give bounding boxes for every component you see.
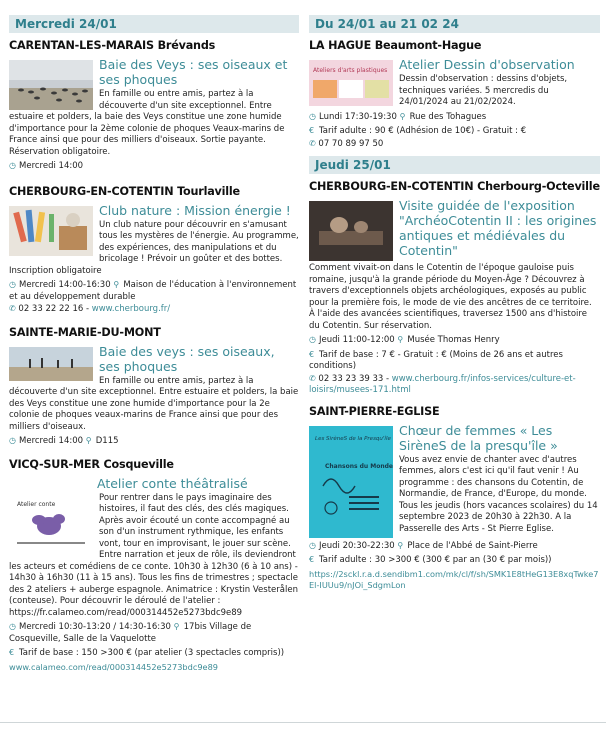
event-time: ◷ Mercredi 14:00-16:30 ⚲ Maison de l'éducation à l'environnement et au développement durable [9, 280, 297, 302]
right-column [309, 15, 600, 591]
subtown-name: Brévands [157, 39, 216, 52]
event-title[interactable]: Visite guidée de l'exposition "ArchéoCotentin II : les origines antiques et médiévales du Cotentin" [399, 198, 597, 258]
town-name: SAINT-PIERRE-EGLISE [309, 404, 440, 418]
clock-icon: ◷ [309, 540, 316, 550]
event-card [9, 203, 299, 316]
event-title[interactable]: Chœur de femmes « Les SirèneS de la presqu'île » [399, 422, 558, 453]
clock-icon: ◷ [309, 335, 316, 344]
event-link[interactable]: https://2sckl.r.a.d.sendibm1.com/mk/cl/f/sh/SMK1E8tHeG13E8xqTwke7El-IUUu9/nJOi_SdgmLon [309, 568, 599, 590]
town-name: CHERBOURG-EN-COTENTIN [309, 180, 474, 193]
event-title[interactable]: Club nature : Mission énergie ! [99, 202, 291, 218]
town-heading [309, 405, 600, 418]
svg-text:Atelier conte: Atelier conte [17, 500, 56, 508]
town-heading [9, 458, 299, 471]
event-card [309, 423, 600, 591]
date-header: Jeudi 25/01 [309, 156, 600, 174]
event-price: € Tarif de base : 150 >300 € (par atelier (3 spectacles compris)) [9, 648, 285, 658]
phone-icon: ✆ [309, 138, 316, 148]
event-contact [309, 138, 600, 151]
event-price: € Tarif adulte : 90 € (Adhésion de 10€) - Gratuit : € [309, 126, 527, 136]
phone-icon: ✆ [9, 304, 16, 313]
event-description: Comment vivait-on dans le Cotentin de l'époque gauloise puis romaine, jusqu'à la grande période du Moyen-Âge ? Découvrez à travers d'exceptionnels objets archéologiques, exposés au public pour la première fois, le mode de vie des ancêtres de ce territoire. À l'aide des avancées scientifiques, traversez 1500 ans d'histoire du Cotentin. Sur réservation. [309, 263, 592, 331]
subtown-name: Tourlaville [177, 184, 240, 198]
date-header: Mercredi 24/01 [9, 15, 299, 33]
event-thumbnail [9, 494, 93, 554]
town-heading [309, 39, 600, 52]
clock-icon: ◷ [9, 622, 16, 631]
clock-icon: ◷ [309, 111, 316, 121]
subtown-name: Cherbourg-Octeville [477, 180, 600, 193]
town-name: CHERBOURG-EN-COTENTIN [9, 184, 174, 198]
event-card [9, 57, 299, 173]
town-heading [9, 185, 299, 198]
event-card [309, 57, 600, 150]
event-thumbnail [9, 206, 93, 256]
event-price: € Tarif de base : 7 € - Gratuit : € (Moins de 26 ans et autres conditions) [309, 349, 563, 371]
town-name: CARENTAN-LES-MARAIS [9, 39, 154, 52]
event-title[interactable]: Atelier conte théâtralisé [97, 475, 248, 491]
euro-icon: € [309, 555, 315, 564]
event-thumbnail [9, 60, 93, 110]
svg-text:Les SirèneS de la Presqu'île: Les SirèneS de la Presqu'île [315, 435, 391, 442]
event-phone[interactable]: 07 70 89 97 50 [318, 138, 384, 149]
event-description: En famille ou entre amis, partez à la découverte d'un site exceptionnel. Entre estuaire et polders, la baie des Veys constitue une zone humide d'importance pour la 2e colonie de phoques veaux-marins de France ainsi que pour des milliers d'oiseaux. [9, 375, 299, 432]
town-name: LA HAGUE [309, 39, 372, 52]
location-pin-icon: ⚲ [397, 335, 404, 344]
euro-icon: € [9, 648, 15, 657]
event-time: ◷ Mercredi 14:00 ⚲ D115 [9, 436, 119, 446]
location-pin-icon: ⚲ [397, 540, 404, 550]
euro-icon: € [309, 126, 315, 135]
svg-text:Chansons du Monde: Chansons du Monde [325, 462, 393, 470]
clock-icon: ◷ [9, 436, 16, 445]
event-phone[interactable]: 02 33 22 22 16 [18, 304, 84, 314]
date-header: Du 24/01 au 21 02 24 [309, 15, 600, 33]
page-divider [0, 722, 606, 723]
subtown-name: Cosqueville [103, 457, 174, 471]
euro-icon: € [309, 349, 315, 359]
event-time: ◷ Jeudi 20:30-22:30 ⚲ Place de l'Abbé de Saint-Pierre [309, 540, 538, 551]
event-card [309, 198, 600, 397]
phone-icon: ✆ [309, 373, 316, 383]
event-card [9, 344, 299, 448]
town-heading [9, 39, 299, 52]
event-description: Pour rentrer dans le pays imaginaire des histoires, il faut des clés, des clés magiques. Après avoir écouté un conte accompagné au son d'un instrument rythmique, les enfants vont, tour en improvisant, le jouer sur scène. Entre narration et jeux de rôle, ils deviendront les acteurs et comédiens de ce conte. 10h30 à 12h30 (6 à 10 ans) - 14h30 à 16h30 (11 à 15 ans). Tous les fins de trimestres ; spectacle des 2 ateliers + auberge espagnole. Animatrice : Krystin Vesterålen (conteuse). Pour découvrir le déroulé de l'atelier : https://fr.calameo.com/read/000314452e5273bdc9e89 [9, 492, 298, 618]
event-thumbnail [309, 426, 393, 538]
event-contact: ✆ 02 33 23 39 33 - www.cherbourg.fr/infos-services/culture-et-loisirs/musees-171.html [309, 373, 576, 395]
location-pin-icon: ⚲ [173, 622, 180, 631]
event-price: € Tarif adulte : 30 >300 € (300 € par an (30 € par mois)) [309, 555, 552, 565]
town-name: SAINTE-MARIE-DU-MONT [9, 325, 161, 339]
event-contact: ✆ 02 33 22 22 16 - www.cherbourg.fr/ [9, 304, 171, 314]
event-thumbnail [309, 201, 393, 261]
event-link[interactable]: www.calameo.com/read/000314452e5273bdc9e89 [9, 661, 218, 672]
event-link[interactable]: www.cherbourg.fr/infos-services/culture-et-loisirs/musees-171.html [309, 373, 576, 395]
left-column [9, 15, 299, 673]
town-name: VICQ-SUR-MER [9, 457, 100, 471]
town-heading [309, 180, 600, 193]
event-title[interactable]: Baie des veys : ses oiseaux, ses phoques [99, 343, 275, 374]
event-time: ◷ Lundi 17:30-19:30 ⚲ Rue des Tohagues [309, 111, 487, 122]
event-description: Un club nature pour découvrir en s'amusant tous les mystères de l'énergie. Au programme, des expériences, des manipulations et du bricolage ! Prévoir un goûter et des bottes. Inscription obligatoire [9, 219, 299, 276]
svg-text:Ateliers d'arts plastiques: Ateliers d'arts plastiques [313, 67, 388, 74]
town-heading [9, 326, 299, 339]
event-phone[interactable]: 02 33 23 39 33 [318, 373, 384, 384]
event-time: ◷ Jeudi 11:00-12:00 ⚲ Musée Thomas Henry [309, 335, 500, 345]
clock-icon: ◷ [9, 280, 16, 289]
event-title[interactable]: Baie des Veys : ses oiseaux et ses phoques [99, 57, 288, 87]
event-description: En famille ou entre amis, partez à la découverte d'un site exceptionnel. Entre estuaire et polders, la baie des Veys constitue une zone humide d'importance pour la 2ème colonie de phoques Veaux-marins de France ainsi que pour des milliers d'oiseaux. Sortie payante. Réservation obligatoire. [9, 89, 285, 157]
event-title[interactable]: Atelier Dessin d'observation [399, 57, 575, 72]
location-pin-icon: ⚲ [85, 436, 92, 445]
subtown-name: Beaumont-Hague [374, 39, 482, 52]
event-thumbnail [9, 347, 93, 381]
location-pin-icon: ⚲ [113, 280, 120, 289]
event-description: Vous avez envie de chanter avec d'autres femmes, alors c'est ici qu'il faut venir ! Au programme : des chansons du Cotentin, de Normandie, de France, d'Europe, du monde. Tous les jeudis (hors vacances scolaires) du 14 septembre 2023 de 20h30 à 22h30. A la Passerelle des Arts - St Pierre Eglise. [399, 454, 598, 534]
event-time: ◷ Mercredi 10:30-13:20 / 14:30-16:30 ⚲ 17bis Village de Cosqueville, Salle de la Vaquelotte [9, 622, 252, 644]
event-description: Dessin d'observation : dessins d'objets, techniques variées. 5 mercredis du 24/01/2024 au 21/02/2024. [399, 74, 568, 107]
event-time: ◷ Mercredi 14:00 [9, 161, 84, 171]
clock-icon: ◷ [9, 161, 16, 170]
event-link[interactable]: www.cherbourg.fr/ [91, 304, 171, 314]
location-pin-icon: ⚲ [399, 111, 406, 121]
event-card [9, 476, 299, 673]
event-thumbnail [309, 60, 393, 106]
